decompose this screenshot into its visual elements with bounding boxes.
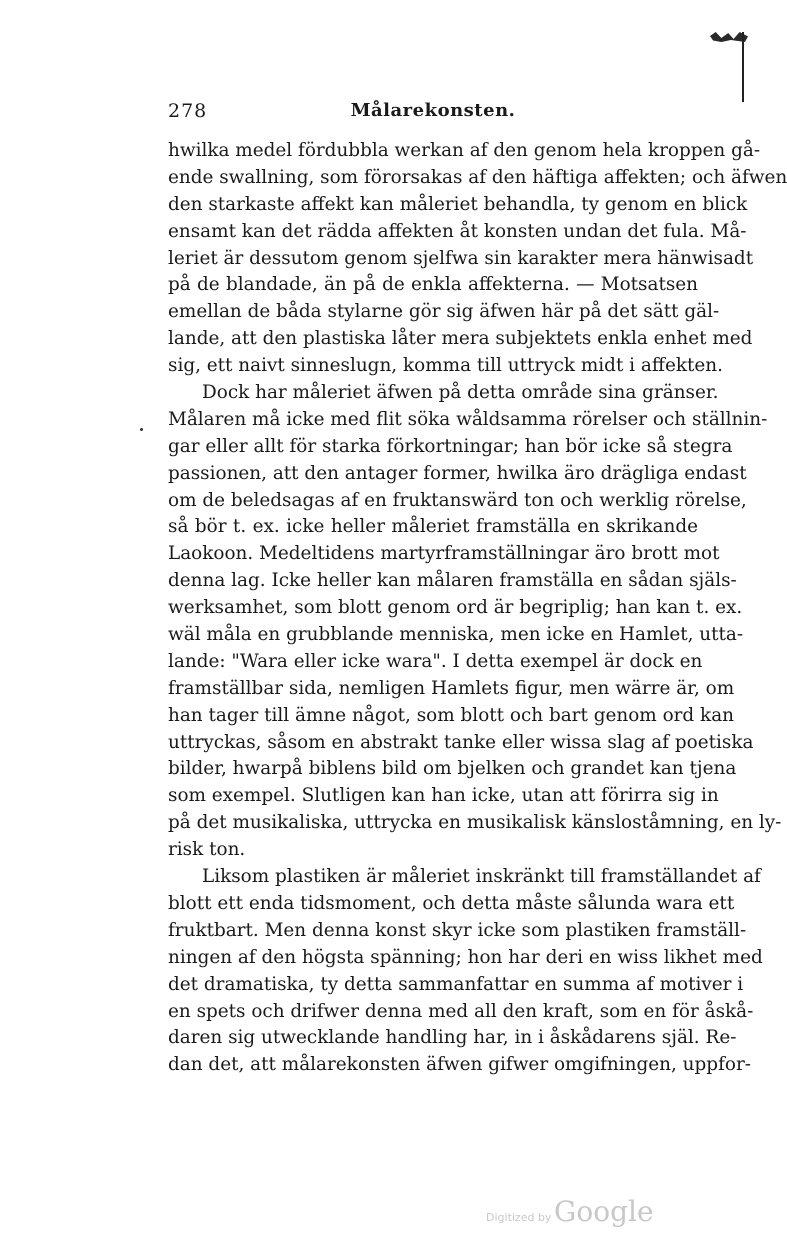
text-line: blott ett enda tidsmoment, och detta måste sålunda wara ett: [168, 892, 735, 914]
text-line: dan det, att målarekonsten äfwen gifwer omgifningen, uppfor-: [168, 1054, 751, 1076]
text-line: på det musikaliska, uttrycka en musikalisk känsloståmning, en ly-: [168, 812, 782, 834]
digitized-by-label: Digitized by: [486, 1211, 552, 1224]
text-line: werksamhet, som blott genom ord är begriplig; han kan t. ex.: [168, 597, 743, 619]
text-line: bilder, hwarpå biblens bild om bjelken och grandet kan tjena: [168, 758, 737, 780]
page-edge-line: [742, 32, 744, 102]
text-line: den starkaste affekt kan måleriet behandla, ty genom en blick: [168, 193, 748, 215]
text-line: hwilka medel fördubbla werkan af den genom hela kroppen gå-: [168, 140, 761, 161]
text-line: Dock har måleriet äfwen på detta område sina gränser.: [202, 382, 719, 404]
text-line: som exempel. Slutligen kan han icke, utan att förirra sig in: [168, 785, 719, 807]
text-line: ensamt kan det rädda affekten åt konsten undan det fula. Må-: [168, 220, 747, 242]
text-line: lande, att den plastiska låter mera subjektets enkla enhet med: [168, 328, 753, 350]
text-line: emellan de båda stylarne gör sig äfwen här på det sätt gäl-: [168, 301, 720, 323]
text-line: om de beledsagas af en fruktanswärd ton och werklig rörelse,: [168, 489, 747, 511]
text-line: wäl måla en grubblande menniska, men icke en Hamlet, utta-: [168, 624, 744, 646]
text-line: denna lag. Icke heller kan målaren framställa en sådan själs-: [168, 570, 737, 592]
text-line: fruktbart. Men denna konst skyr icke som plastiken framställ-: [168, 919, 747, 941]
body-text: [168, 138, 787, 1079]
text-line: så bör t. ex. icke heller måleriet framställa en skrikande: [168, 516, 698, 538]
text-line: ningen af den högsta spänning; hon har deri en wiss likhet med: [168, 946, 763, 968]
text-line: risk ton.: [168, 839, 246, 861]
text-line: Målaren må icke med flit söka wåldsamma rörelser och ställnin-: [168, 408, 768, 430]
text-line: sig, ett naivt sinneslugn, komma till uttryck midt i affekten.: [168, 355, 723, 377]
text-line: på de blandade, än på de enkla affekterna. — Motsatsen: [168, 274, 698, 296]
scan-artifact: [690, 18, 762, 98]
text-line: han tager till ämne något, som blott och bart genom ord kan: [168, 704, 735, 726]
google-logo: Google: [554, 1195, 654, 1228]
digitized-watermark: [486, 1195, 686, 1235]
text-line: en spets och drifwer denna med all den kraft, som en för åskå-: [168, 1000, 754, 1022]
running-title: Målarekonsten.: [350, 100, 516, 121]
page-header: [168, 100, 698, 126]
text-line: Laokoon. Medeltidens martyrframställningar äro brott mot: [168, 543, 720, 565]
text-line: det dramatiska, ty detta sammanfattar en summa af motiver i: [168, 973, 744, 995]
text-line: ende swallning, som förorsakas af den häftiga affekten; och äfwen: [168, 166, 787, 188]
text-line: daren sig utwecklande handling har, in i åskådarens själ. Re-: [168, 1027, 737, 1049]
stray-ink-dot: [140, 428, 143, 431]
text-line: passionen, att den antager former, hwilka äro drägliga endast: [168, 462, 747, 484]
text-line: lande: "Wara eller icke wara". I detta exempel är dock en: [168, 650, 703, 672]
text-line: leriet är dessutom genom sjelfwa sin karakter mera hänwisadt: [168, 247, 754, 269]
text-line: uttryckas, såsom en abstrakt tanke eller wissa slag af poetiska: [168, 731, 754, 753]
page-number: 278: [168, 100, 208, 122]
text-line: Liksom plastiken är måleriet inskränkt till framställandet af: [202, 866, 761, 888]
text-line: gar eller allt för starka förkortningar; han bör icke så stegra: [168, 435, 733, 457]
text-line: framställbar sida, nemligen Hamlets figur, men wärre är, om: [168, 677, 735, 699]
